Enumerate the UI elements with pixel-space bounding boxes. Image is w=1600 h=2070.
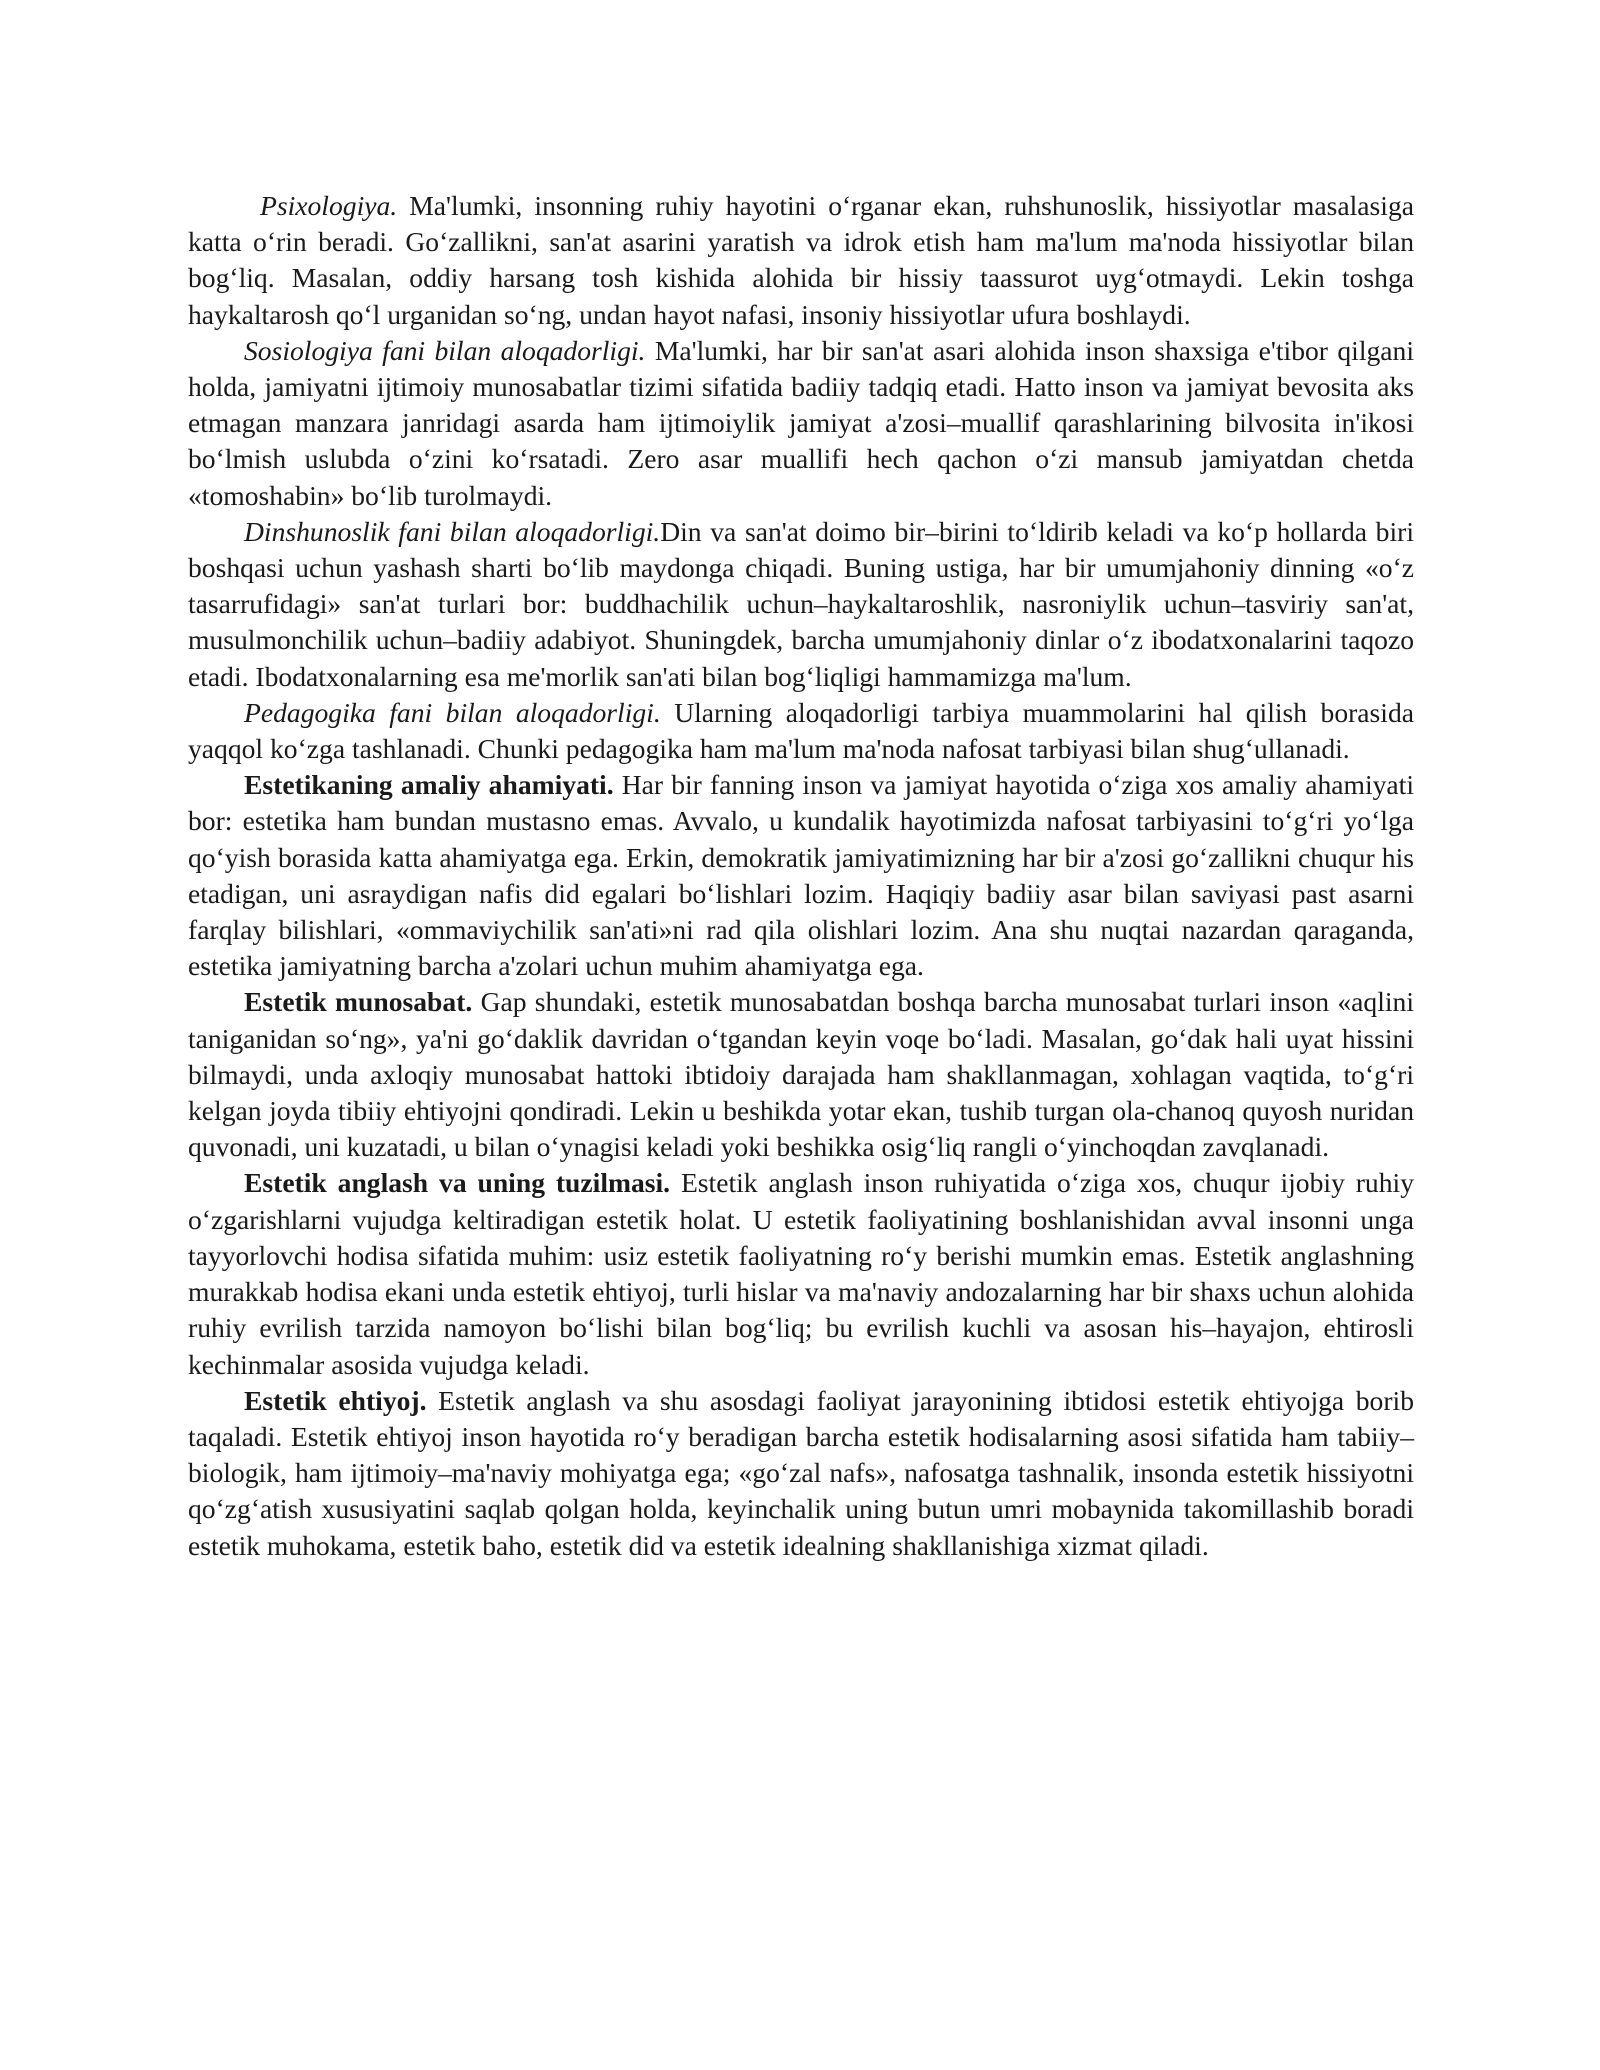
paragraph-heading: Pedagogika fani bilan aloqadorligi. [244,696,661,728]
paragraph-psixologiya [188,188,1414,333]
paragraph-text: Ularning aloqadorligi tarbiya muammolarini hal qilish borasida yaqqol ko‘zga tashlanadi. Chunki pedagogika ham ma'lum ma'noda nafosat tarbiyasi bilan shug‘ullanadi. [188,696,1414,765]
paragraph-text: Ma'lumki, insonning ruhiy hayotini o‘rganar ekan, ruhshunoslik, hissiyotlar masalasiga katta o‘rin beradi. Go‘zallikni, san'at asarini yaratish va idrok etish ham ma'lum ma'noda hissiyotlar bilan bog‘liq. Masalan, oddiy harsang tosh kishida alohida bir hissiy taassurot uyg‘otmaydi. Lekin toshga haykaltarosh qo‘l urganidan so‘ng, undan hayot nafasi, insoniy hissiyotlar ufura boshlaydi. [188,190,1414,330]
paragraph-heading: Dinshunoslik fani bilan aloqadorligi. [244,515,661,547]
paragraph-heading: Psixologiya. [260,190,398,221]
paragraph-text: Estetik anglash va shu asosdagi faoliyat jarayonining ibtidosi estetik ehtiyojga borib taqaladi. Estetik ehtiyoj inson hayotida ro‘y beradigan barcha estetik hodisalarning asosi sifatida ham tabiiy–biologik, ham ijtimoiy–ma'naviy mohiyatga ega; «go‘zal nafs», nafosatga tashnalik, insonda estetik hissiyotni qo‘zg‘atish xususiyatini saqlab qolgan holda, keyinchalik uning butun umri mobaynida takomillashib boradi estetik muhokama, estetik baho, estetik did va estetik idealning shakllanishiga xizmat qiladi. [188,1384,1415,1561]
paragraph-sosiologiya [188,333,1414,514]
paragraph-heading: Estetik munosabat. [244,986,473,1018]
paragraph-heading: Sosiologiya fani bilan aloqadorligi. [244,334,646,366]
paragraph-text: Har bir fanning inson va jamiyat hayotida o‘ziga xos amaliy ahamiyati bor: estetika ham bundan mustasno emas. Avvalo, u kundalik hayotimizda nafosat tarbiyasini to‘g‘ri yo‘lga qo‘yish borasida katta ahamiyatga ega. Erkin, demokratik jamiyatimizning har bir a'zosi go‘zallikni chuqur his etadigan, uni asraydigan nafis did egalari bo‘lishlari lozim. Haqiqiy badiiy asar bilan saviyasi past asarni farqlay bilishlari, «ommaviychilik san'ati»ni rad qila olishlari lozim. Ana shu nuqtai nazardan qaraganda, estetika jamiyatning barcha a'zolari uchun muhim ahamiyatga ega. [188,769,1414,982]
paragraph-estetik-ehtiyoj [188,1383,1414,1564]
paragraph-dinshunoslik [188,514,1414,695]
paragraph-text: Din va san'at doimo bir–birini to‘ldirib keladi va ko‘p hollarda biri boshqasi uchun yashash sharti bo‘lib maydonga chiqadi. Buning ustiga, har bir umumjahoniy dinning «o‘z tasarrufidagi» san'at turlari bor: buddhachilik uchun–haykaltaroshlik, nasroniylik uchun–tasviriy san'at, musulmonchilik uchun–badiiy adabiyot. Shuningdek, barcha umumjahoniy dinlar o‘z ibodatxonalarini taqozo etadi. Ibodatxonalarning esa me'morlik san'ati bilan bog‘liqligi hammamizga ma'lum. [188,515,1414,692]
paragraph-estetik-munosabat [188,984,1414,1165]
paragraph-pedagogika [188,695,1414,767]
paragraph-text: Estetik anglash inson ruhiyatida o‘ziga xos, chuqur ijobiy ruhiy o‘zgarishlarni vujudga keltiradigan estetik holat. U estetik faoliyatining boshlanishidan avval insonni unga tayyorlovchi hodisa sifatida muhim: usiz estetik faoliyatning ro‘y berishi mumkin emas. Estetik anglashning murakkab hodisa ekani unda estetik ehtiyoj, turli hislar va ma'naviy andozalarning har bir shaxs uchun alohida ruhiy evrilish tarzida namoyon bo‘lishi bilan bog‘liq; bu evrilish kuchli va asosan his–hayajon, ehtirosli kechinmalar asosida vujudga keladi. [188,1167,1414,1380]
paragraph-text: Gap shundaki, estetik munosabatdan boshqa barcha munosabat turlari inson «aqlini taniganidan so‘ng», ya'ni go‘daklik davridan o‘tgandan keyin voqe bo‘ladi. Masalan, go‘dak hali uyat hissini bilmaydi, unda axloqiy munosabat hattoki ibtidoiy darajada ham shakllanmagan, xohlagan vaqtida, to‘g‘ri kelgan joyda tibiiy ehtiyojni qondiradi. Lekin u beshikda yotar ekan, tushib turgan ola-chanoq quyosh nuridan quvonadi, uni kuzatadi, u bilan o‘ynagisi keladi yoki beshikka osig‘liq rangli o‘yinchoqdan zavqlanadi. [188,986,1415,1163]
paragraph-heading: Estetik ehtiyoj. [244,1384,427,1416]
paragraph-estetik-anglash [188,1165,1414,1382]
paragraph-heading: Estetikaning amaliy ahamiyati. [244,769,614,801]
paragraph-amaliy-ahamiyati [188,767,1414,984]
paragraph-heading: Estetik anglash va uning tuzilmasi. [244,1167,671,1199]
document-body [188,188,1414,1564]
paragraph-text: Ma'lumki, har bir san'at asari alohida inson shaxsiga e'tibor qilgani holda, jamiyatni ijtimoiy munosabatlar tizimi sifatida badiiy tadqiq etadi. Hatto inson va jamiyat bevosita aks etmagan manzara janridagi asarda ham ijtimoiylik jamiyat a'zosi–muallif qarashlarining bilvosita in'ikosi bo‘lmish uslubda o‘zini ko‘rsatadi. Zero asar muallifi hech qachon o‘zi mansub jamiyatdan chetda «tomoshabin» bo‘lib turolmaydi. [188,334,1414,511]
